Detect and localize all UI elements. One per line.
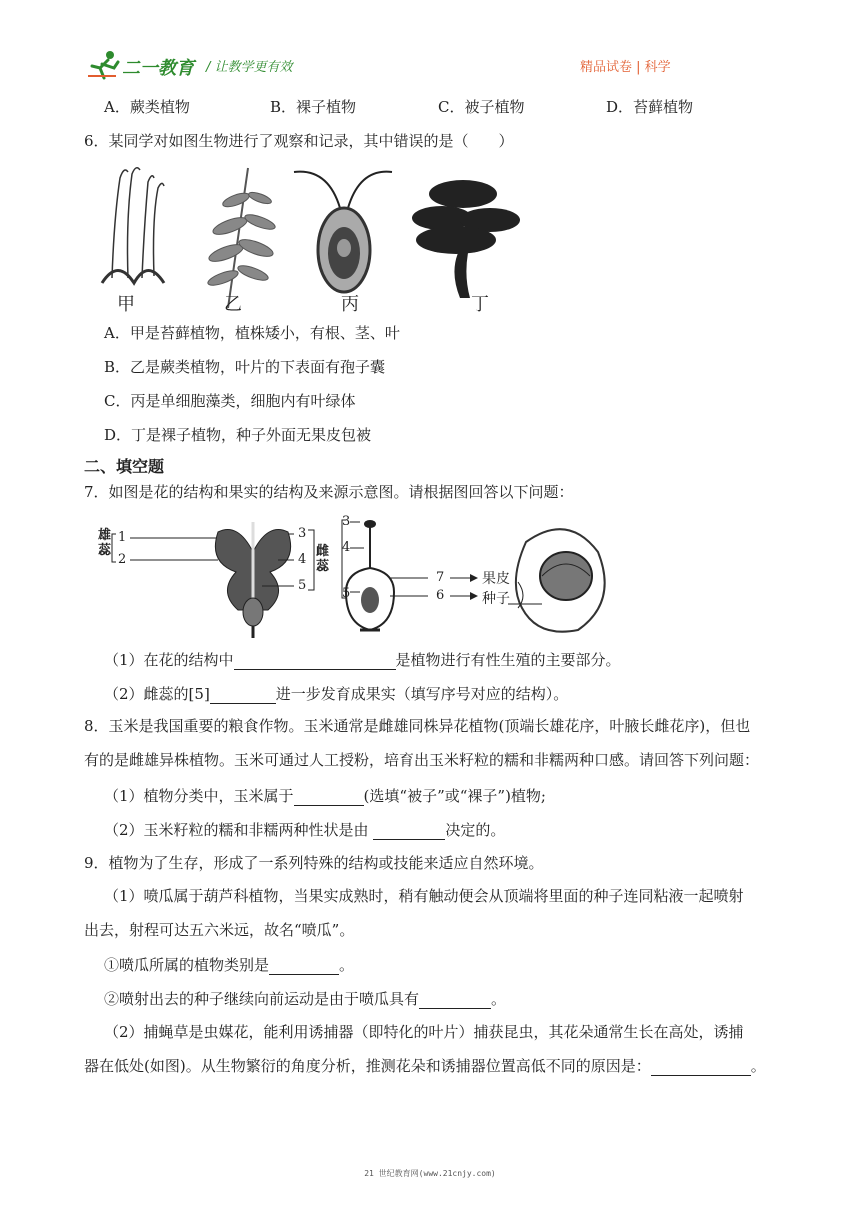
q8-part1-suffix: (选填“被子”或“裸子”)植物; [363, 787, 546, 805]
page-footer: 21 世纪教育网(www.21cnjy.com) [364, 1169, 496, 1178]
chlamydomonas-illustration [294, 172, 392, 292]
q8-blank-2[interactable] [373, 823, 445, 840]
q9-sub1-suffix: 。 [339, 956, 355, 974]
q7-part2-prefix: （2）雌蕊的[5] [104, 685, 210, 703]
flower-num-4: 4 [298, 552, 307, 567]
pistil-label: 雌蕊 [316, 544, 330, 574]
pistil-illustration [346, 520, 394, 630]
stamen-label: 雄蕊 [98, 528, 112, 558]
q7-blank-2[interactable] [210, 687, 276, 704]
flower-num-3: 3 [298, 526, 307, 541]
q9-blank-2[interactable] [419, 992, 491, 1009]
q7-stem: 7．如图是花的结构和果实的结构及来源示意图。请根据图回答以下问题： [84, 483, 574, 501]
q9-sub1 [104, 955, 354, 975]
moss-illustration [102, 168, 164, 283]
q6-option-b: B．乙是蕨类植物，叶片的下表面有孢子囊 [104, 358, 386, 376]
flower-fruit-figure [98, 512, 618, 638]
q8-part2-prefix: （2）玉米籽粒的糯和非糯两种性状是由 [104, 821, 369, 839]
q9-sub2-suffix: 。 [491, 990, 507, 1008]
logo-text: 二一教育 [122, 58, 194, 79]
q9-blank-1[interactable] [269, 958, 339, 975]
q6-option-c: C．丙是单细胞藻类，细胞内有叶绿体 [104, 392, 356, 410]
q8-part2-suffix: 决定的。 [445, 821, 506, 839]
q9-part2-line-1: （2）捕蝇草是虫媒花，能利用诱捕器（即特化的叶片）捕获昆虫，其花朵通常生长在高处，诱捕 [104, 1023, 744, 1041]
pistil-num-5: 5 [342, 586, 351, 601]
stamen-num-2: 2 [118, 552, 127, 567]
figure-label-ding: 丁 [471, 294, 489, 315]
stamen-num-1: 1 [118, 530, 127, 545]
fern-illustration [206, 168, 276, 308]
q9-sub1-prefix: ①喷瓜所属的植物类别是 [104, 956, 270, 974]
pericarp-label: 果皮 [482, 571, 510, 587]
q9-part1-line-2: 出去，射程可达五六米远，故名“喷瓜”。 [84, 921, 355, 939]
figure-label-yi: 乙 [224, 294, 242, 315]
q9-part2-text: 器在低处(如图)。从生物繁衍的角度分析，推测花朵和诱捕器位置高低不同的原因是： [84, 1057, 651, 1075]
figure-label-jia: 甲 [117, 294, 135, 315]
header-subject: 精品试卷 | 科学 [580, 60, 671, 75]
runner-logo-icon [86, 48, 122, 82]
logo [86, 48, 196, 82]
q8-part1 [104, 786, 546, 806]
q9-sub2 [104, 989, 506, 1009]
q5-option-a: A．蕨类植物 [104, 98, 190, 116]
q8-line-2: 有的是雌雄异株植物。玉米可通过人工授粉，培育出玉米籽粒的糯和非糯两种口感。请回答下列问题： [84, 751, 760, 769]
q8-line-1: 8．玉米是我国重要的粮食作物。玉米通常是雌雄同株异花植物(顶端长雄花序，叶腋长雌花序)，但也 [84, 717, 751, 735]
q5-option-d: D．苔藓植物 [606, 98, 694, 116]
q6-option-d: D．丁是裸子植物，种子外面无果皮包被 [104, 426, 372, 444]
q5-option-c: C．被子植物 [438, 98, 525, 116]
figure-label-bing: 丙 [341, 294, 359, 315]
q7-part2 [104, 684, 568, 704]
pistil-num-3: 3 [342, 514, 351, 529]
q9-sub2-prefix: ②喷射出去的种子继续向前运动是由于喷瓜具有 [104, 990, 420, 1008]
q7-part1 [104, 650, 621, 670]
q9-part2-suffix: 。 [750, 1057, 766, 1075]
flower-illustration [215, 522, 290, 638]
q7-part1-suffix: 是植物进行有性生殖的主要部分。 [395, 651, 621, 669]
q7-part1-prefix: （1）在花的结构中 [104, 651, 234, 669]
q9-stem: 9．植物为了生存，形成了一系列特殊的结构或技能来适应自然环境。 [84, 854, 544, 872]
q9-part1-line-1: （1）喷瓜属于葫芦科植物，当果实成熟时，稍有触动便会从顶端将里面的种子连同粘液一起喷射 [104, 887, 744, 905]
pine-illustration [412, 180, 520, 298]
q8-part1-prefix: （1）植物分类中，玉米属于 [104, 787, 294, 805]
q8-part2 [104, 820, 505, 840]
q7-part2-suffix: 进一步发育成果实（填写序号对应的结构）。 [275, 685, 569, 703]
arrow-num-6: 6 [436, 588, 445, 603]
section-title: 二、填空题 [84, 457, 165, 476]
q5-option-b: B．裸子植物 [270, 98, 357, 116]
header-slogan: / 让教学更有效 [206, 60, 293, 75]
q6-stem: 6．某同学对如图生物进行了观察和记录，其中错误的是（ ） [84, 132, 514, 150]
arrow-num-7: 7 [436, 570, 445, 585]
q9-blank-3[interactable] [651, 1059, 751, 1076]
flower-num-5: 5 [298, 578, 307, 593]
q8-blank-1[interactable] [294, 789, 364, 806]
peach-illustration [508, 529, 605, 632]
q9-part2-line-2 [84, 1056, 766, 1076]
q6-option-a: A．甲是苔藓植物，植株矮小，有根、茎、叶 [104, 324, 400, 342]
seed-label: 种子 [482, 591, 510, 607]
pistil-num-4: 4 [342, 540, 351, 555]
q7-blank-1[interactable] [234, 653, 396, 670]
